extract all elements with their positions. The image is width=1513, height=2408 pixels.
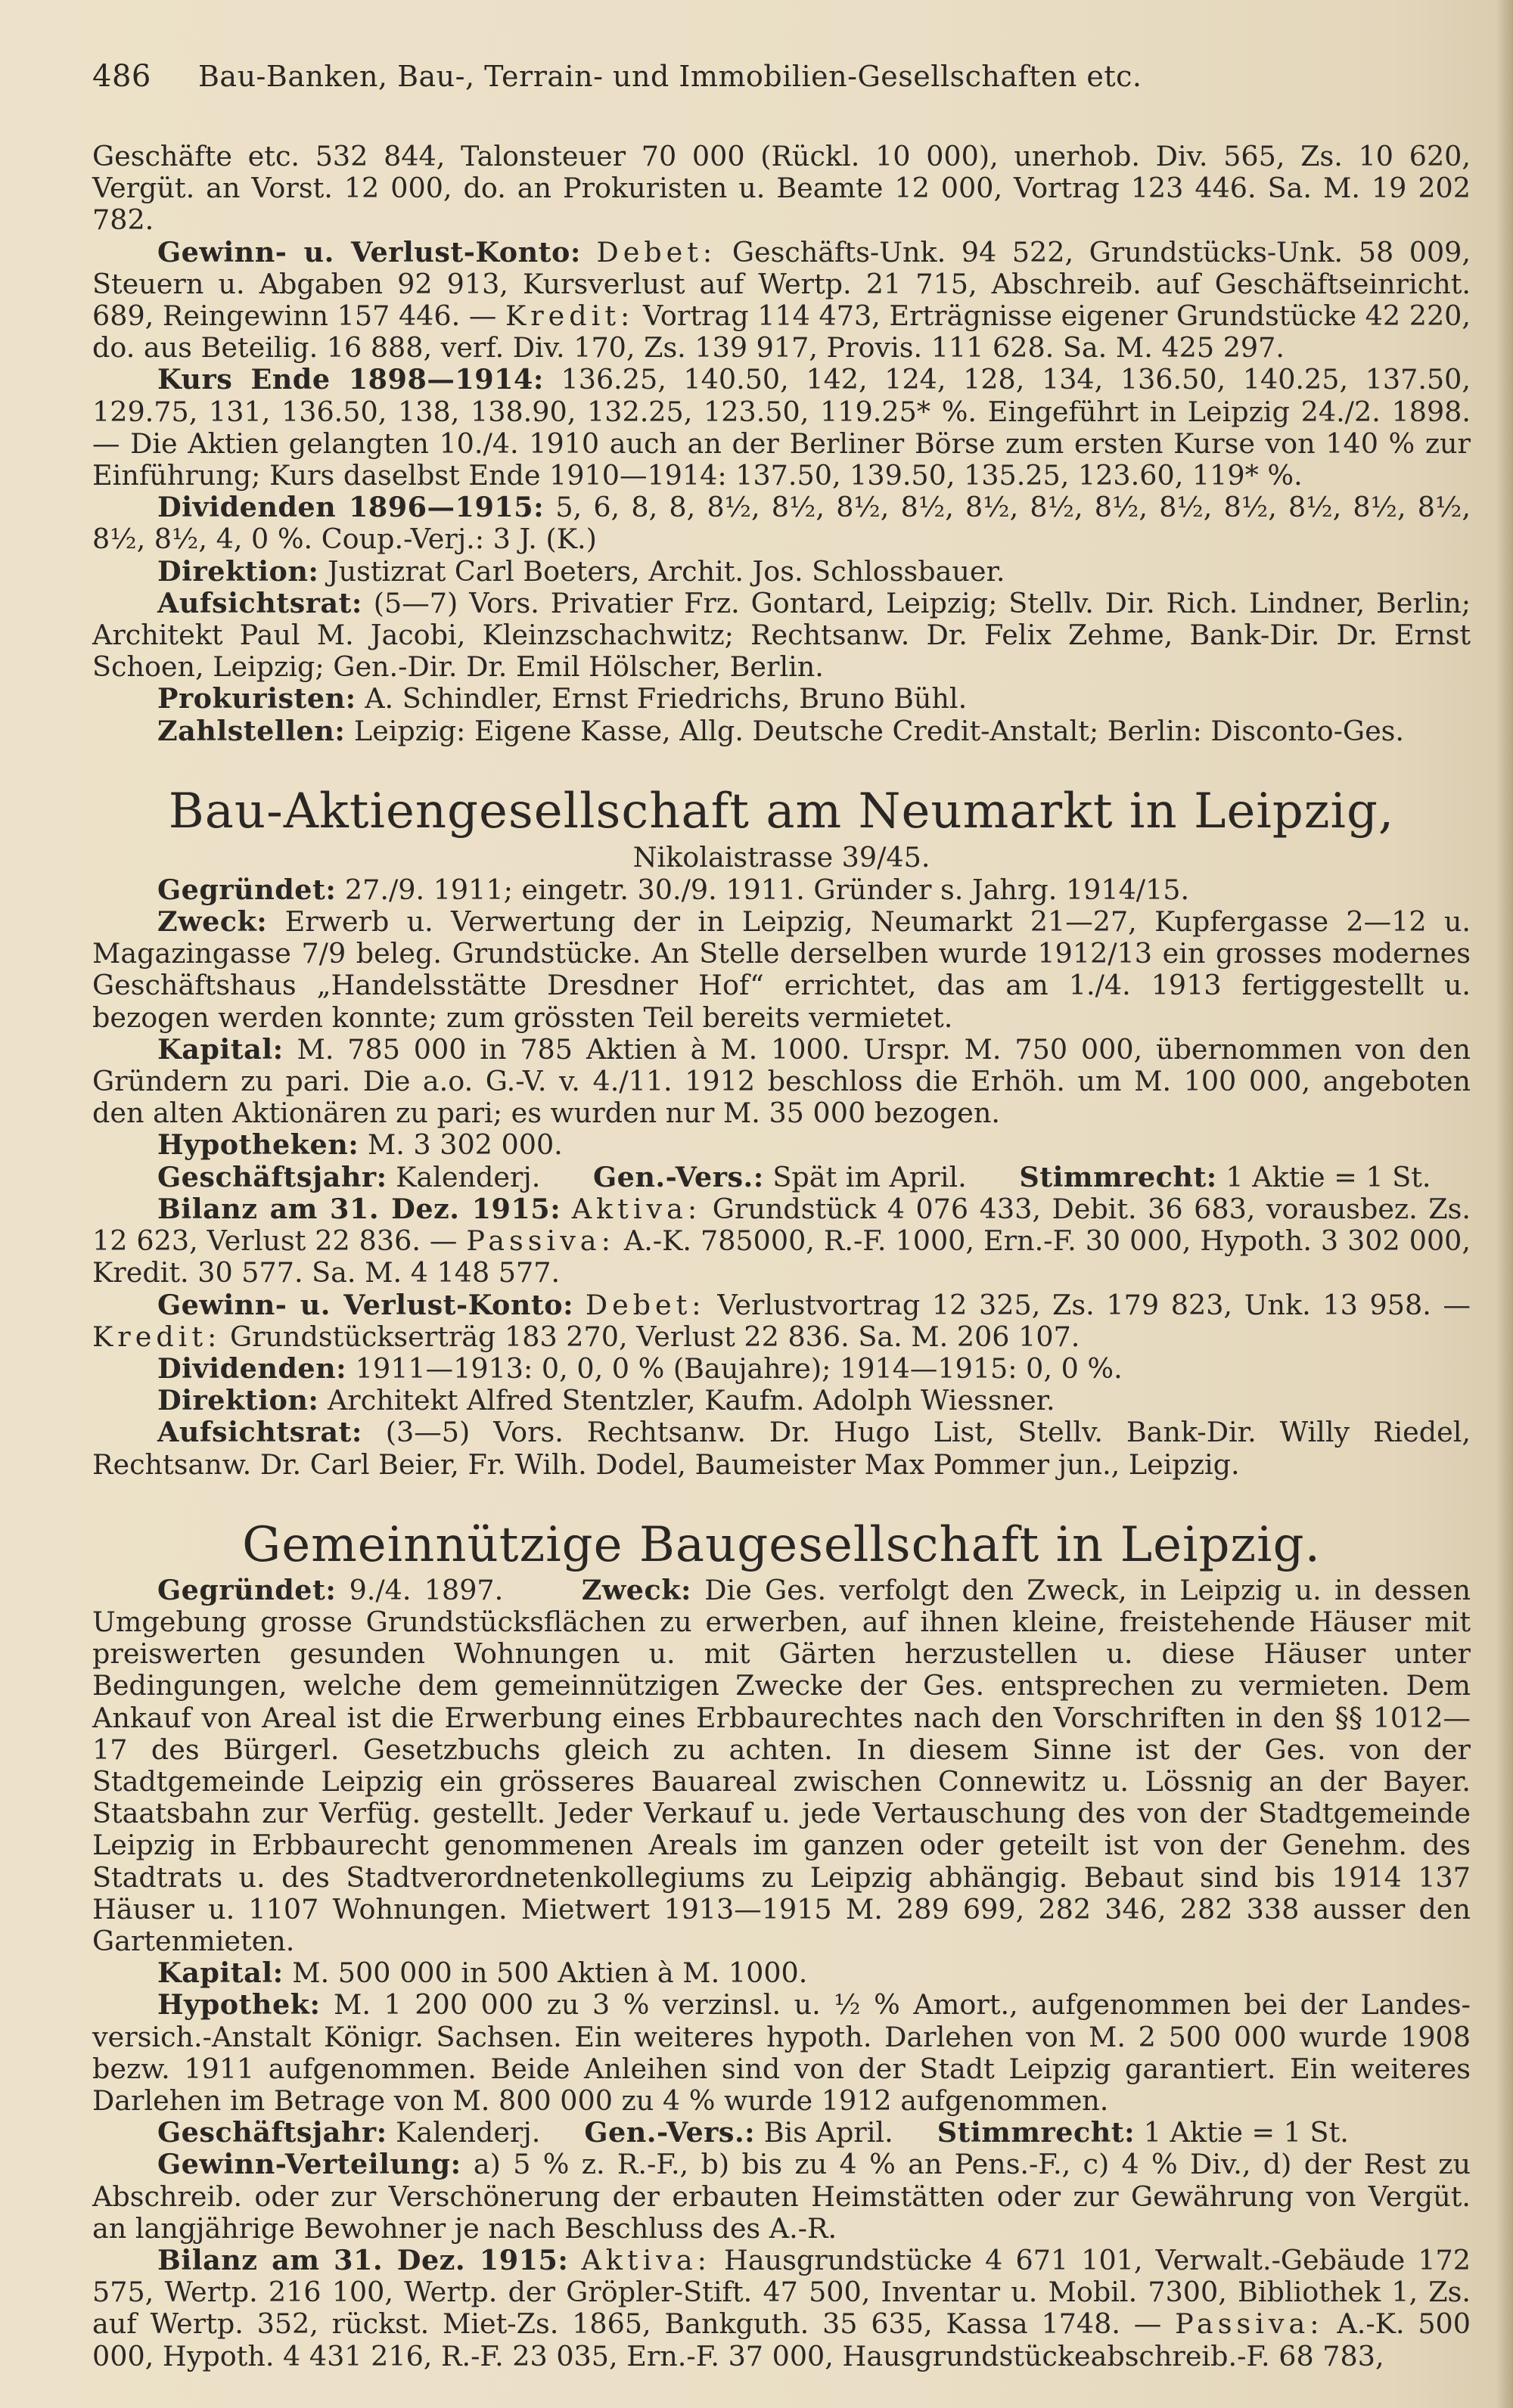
dividenden-text: 5, 6, 8, 8, 8½, 8½, 8½, 8½, 8½, 8½, 8½, 8½, 8½, 8½, 8½, 8½, 8½, 8½, 4, 0 %. Coup.-Verj.: 3 J. (K.): [92, 491, 1471, 556]
bilanz-aktiva-text: Grundstück 4 076 433, Debit. 36 683, vorausbez. Zs. 12 623, Verlust 22 836. —: [92, 1192, 1471, 1258]
direktion-text: Justizrat Carl Boeters, Archit. Jos. Schlossbauer.: [327, 554, 1005, 588]
dividenden-paragraph: [92, 1353, 1471, 1385]
hypothek-paragraph: [92, 1989, 1471, 2117]
gewinn-verlust-paragraph: [92, 1289, 1471, 1353]
stimmrecht-label: Stimmrecht:: [937, 2116, 1136, 2149]
zweck-paragraph: [92, 906, 1471, 1034]
kapital-paragraph: [92, 1957, 1471, 1989]
company-neumarkt: [92, 782, 1471, 1481]
gegruendet-zweck-paragraph: [92, 1575, 1471, 1957]
zahlstellen-paragraph: [92, 715, 1471, 747]
geschaeftsjahr-text: Kalenderj.: [396, 1160, 541, 1193]
kapital-text: M. 785 000 in 785 Aktien à M. 1000. Urspr. M. 750 000, übernommen von den Gründern zu pari. Die a.o. G.-V. v. 4./11. 1912 beschloss die Erhöh. um M. 100 000, angeboten den alten Aktionären zu pari; es wurden nur M. 35 000 bezogen.: [92, 1032, 1471, 1130]
dividenden-label: Dividenden 1896—1915:: [157, 491, 545, 524]
gegruendet-paragraph: [92, 874, 1471, 906]
geschaeftsjahr-line: [92, 2117, 1471, 2149]
zahlstellen-label: Zahlstellen:: [157, 714, 346, 747]
dividenden-text: 1911—1913: 0, 0, 0 % (Baujahre); 1914—1915: 0, 0 %.: [355, 1351, 1123, 1385]
running-header-title: Bau-Banken, Bau-, Terrain- und Immobilien-Gesellschaften etc.: [198, 60, 1142, 93]
geschaeftsjahr-text: Kalenderj.: [396, 2116, 541, 2149]
previous-company-continuation: [92, 141, 1471, 747]
bilanz-paragraph: [92, 2245, 1471, 2372]
passiva-label: Passiva:: [1175, 2307, 1324, 2341]
verteilung-label: Gewinn-Verteilung:: [157, 2148, 461, 2181]
kurs-paragraph: [92, 364, 1471, 492]
bilanz-label: Bilanz am 31. Dez. 1915:: [157, 2243, 569, 2276]
bilanz-passiva-text: A.-K. 500 000, Hypoth. 4 431 216, R.-F. 23 035, Ern.-F. 37 000, Hausgrundstückeabschreib.-F. 68 783,: [92, 2307, 1471, 2372]
zweck-label: Zweck:: [581, 1573, 692, 1606]
gewinn-kredit-text: Grundstückserträg 183 270, Verlust 22 836. Sa. M. 206 107.: [229, 1320, 1080, 1353]
aktiva-label: Aktiva:: [571, 1192, 702, 1225]
gegruendet-label: Gegründet:: [157, 873, 337, 906]
gewinn-text: Geschäfts-Unk. 94 522, Grundstücks-Unk. 58 009, Steuern u. Abgaben 92 913, Kursverlust auf Wertp. 21 715, Abschreib. auf Geschäftseinricht. 689, Reingewinn 157 446. —: [92, 235, 1471, 333]
prokuristen-label: Prokuristen:: [157, 682, 356, 715]
bilanz-aktiva-text: Hausgrundstücke 4 671 101, Verwalt.-Gebäude 172 575, Wertp. 216 100, Wertp. der Gröpler-Stift. 47 500, Inventar u. Mobil. 7300, Bibliothek 1, Zs. auf Wertp. 352, rückst. Miet-Zs. 1865, Bankguth. 35 635, Kassa 1748. —: [92, 2243, 1471, 2341]
prokuristen-text: A. Schindler, Ernst Friedrichs, Bruno Bühl.: [365, 682, 968, 715]
geschaeftsjahr-line: [92, 1162, 1471, 1193]
company-title: Bau-Aktiengesellschaft am Neumarkt in Leipzig,: [168, 783, 1395, 839]
hypotheken-label: Hypotheken:: [157, 1128, 359, 1162]
gewinn-label: Gewinn- u. Verlust-Konto:: [157, 235, 581, 268]
gegruendet-text: 27./9. 1911; eingetr. 30./9. 1911. Gründer s. Jahrg. 1914/15.: [344, 873, 1190, 906]
geschaeftsjahr-label: Geschäftsjahr:: [157, 2116, 387, 2149]
continuation-paragraph: Geschäfte etc. 532 844, Talonsteuer 70 000 (Rückl. 10 000), unerhob. Div. 565, Zs. 10 620, Vergüt. an Vorst. 12 000, do. an Prokuristen u. Beamte 12 000, Vortrag 123 446. Sa. M. 19 202 782.: [92, 140, 1471, 237]
direktion-paragraph: [92, 556, 1471, 588]
bilanz-label: Bilanz am 31. Dez. 1915:: [157, 1192, 561, 1225]
company-title: Gemeinnützige Baugesellschaft in Leipzig.: [242, 1516, 1321, 1573]
kapital-text: M. 500 000 in 500 Aktien à M. 1000.: [292, 1956, 808, 1990]
gewinn-label: Gewinn- u. Verlust-Konto:: [157, 1288, 574, 1321]
aufsichtsrat-text: (3—5) Vors. Rechtsanw. Dr. Hugo List, Stellv. Bank-Dir. Willy Riedel, Rechtsanw. Dr. Carl Beier, Fr. Wilh. Dodel, Baumeister Max Pommer jun., Leipzig.: [92, 1416, 1471, 1481]
aufsichtsrat-paragraph: [92, 1417, 1471, 1480]
genvers-label: Gen.-Vers.:: [592, 1160, 764, 1193]
gegruendet-text: 9./4. 1897.: [349, 1573, 504, 1606]
kredit-label: Kredit:: [505, 299, 635, 333]
hypotheken-paragraph: [92, 1129, 1471, 1161]
aufsichtsrat-label: Aufsichtsrat:: [157, 586, 362, 619]
kapital-label: Kapital:: [157, 1032, 284, 1066]
kredit-label: Kredit:: [92, 1320, 222, 1353]
hypothek-label: Hypothek:: [157, 1988, 321, 2022]
stimmrecht-label: Stimmrecht:: [1019, 1160, 1217, 1193]
aktiva-label: Aktiva:: [581, 2243, 711, 2276]
aufsichtsrat-label: Aufsichtsrat:: [157, 1416, 362, 1449]
kredit-text: Vortrag 114 473, Erträgnisse eigener Grundstücke 42 220, do. aus Beteilig. 16 888, verf. Div. 170, Zs. 139 917, Provis. 111 628. Sa. M. 425 297.: [92, 299, 1471, 365]
zweck-text: Die Ges. verfolgt den Zweck, in Leipzig u. in dessen Umgebung grosse Grundstücksflächen zu erwerben, auf ihnen kleine, freistehende Häuser mit preiswerten gesunden Wohnungen u. mit Gärten herzustellen u. diese Häuser unter Bedingungen, welche dem gemeinnützigen Zwecke der Ges. entsprechen zu vermieten. Dem Ankauf von Areal ist die Erwerbung eines Erbbaurechtes nach den Vorschriften in den §§ 1012—17 des Bürgerl. Gesetzbuchs gleich zu achten. In diesem Sinne ist der Ges. von der Stadtgemeinde Leipzig ein grösseres Bauareal zwischen Connewitz u. Lössnig an der Bayer. Staatsbahn zur Verfüg. gestellt. Jeder Verkauf u. jede Vertauschung des von der Stadtgemeinde Leipzig in Erbbaurecht genommenen Areals im ganzen oder geteilt ist von der Genehm. des Stadtrats u. des Stadtverordnetenkollegiums zu Leipzig abhängig. Bebaut sind bis 1914 137 Häuser u. 1107 Wohnungen. Mietwert 1913—1915 M. 289 699, 282 346, 282 338 ausser den Gartenmieten.: [92, 1573, 1471, 1957]
gewinn-debet-text: Verlustvortrag 12 325, Zs. 179 823, Unk. 13 958. —: [717, 1288, 1471, 1321]
direktion-label: Direktion:: [157, 554, 319, 588]
running-header: [92, 59, 1471, 112]
debet-label: Debet:: [585, 1288, 706, 1321]
kurs-text: 136.25, 140.50, 142, 124, 128, 134, 136.50, 140.25, 137.50, 129.75, 131, 136.50, 138, 138.90, 132.25, 123.50, 119.25* %. Eingeführt in Leipzig 24./2. 1898. — Die Aktien gelangten 10./4. 1910 auch an der Berliner Börse zum ersten Kurse von 140 % zur Einführung; Kurs daselbst Ende 1910—1914: 137.50, 139.50, 135.25, 123.60, 119* %.: [92, 363, 1471, 492]
stimmrecht-text: 1 Aktie = 1 St.: [1143, 2116, 1349, 2149]
hypotheken-text: M. 3 302 000.: [367, 1128, 563, 1162]
company-address: Nikolaistrasse 39/45.: [632, 840, 930, 874]
debet-label: Debet:: [596, 235, 717, 268]
stimmrecht-text: 1 Aktie = 1 St.: [1226, 1160, 1431, 1193]
bilanz-paragraph: [92, 1193, 1471, 1289]
zweck-label: Zweck:: [157, 905, 268, 939]
gewinn-verteilung-paragraph: [92, 2149, 1471, 2245]
page-edge-shadow: [1496, 0, 1513, 2408]
aufsichtsrat-text: (5—7) Vors. Privatier Frz. Gontard, Leipzig; Stellv. Dir. Rich. Lindner, Berlin; Architekt Paul M. Jacobi, Kleinzschachwitz; Rechtsanw. Dr. Felix Zehme, Bank-Dir. Dr. Ernst Schoen, Leipzig; Gen.-Dir. Dr. Emil Hölscher, Berlin.: [92, 586, 1471, 684]
gegruendet-label: Gegründet:: [157, 1573, 337, 1606]
company-gemeinnuetzige: [92, 1516, 1471, 2372]
verteilung-text: a) 5 % z. R.-F., b) bis zu 4 % an Pens.-F., c) 4 % Div., d) der Rest zu Abschreib. oder zur Verschönerung der erbauten Heimstätten oder zur Gewährung von Vergüt. an langjährige Bewohner je nach Beschluss des A.-R.: [92, 2148, 1471, 2245]
zahlstellen-text: Leipzig: Eigene Kasse, Allg. Deutsche Credit-Anstalt; Berlin: Disconto-Ges.: [353, 714, 1405, 747]
prokuristen-paragraph: [92, 683, 1471, 715]
geschaeftsjahr-label: Geschäftsjahr:: [157, 1160, 387, 1193]
gewinn-verlust-paragraph: [92, 237, 1471, 365]
kapital-label: Kapital:: [157, 1956, 284, 1990]
dividenden-label: Dividenden:: [157, 1351, 347, 1385]
genvers-text: Spät im April.: [772, 1160, 967, 1193]
bilanz-passiva-text: A.-K. 785000, R.-F. 1000, Ern.-F. 30 000, Hypoth. 3 302 000, Kredit. 30 577. Sa. M. 4 148 577.: [92, 1224, 1471, 1289]
direktion-paragraph: [92, 1385, 1471, 1417]
direktion-text: Architekt Alfred Stentzler, Kaufm. Adolph Wiessner.: [327, 1384, 1055, 1417]
kurs-label: Kurs Ende 1898—1914:: [157, 363, 544, 396]
passiva-label: Passiva:: [466, 1224, 615, 1258]
kapital-paragraph: [92, 1034, 1471, 1130]
dividenden-paragraph: [92, 492, 1471, 555]
zweck-text: Erwerb u. Verwertung der in Leipzig, Neumarkt 21—27, Kupfergasse 2—12 u. Magazingasse 7/9 beleg. Grundstücke. An Stelle derselben wurde 1912/13 ein grosses modernes Geschäftshaus „Handelsstätte Dresdner Hof“ errichtet, das am 1./4. 1913 fertiggestellt u. bezogen werden konnte; zum grössten Teil bereits vermietet.: [92, 905, 1471, 1034]
direktion-label: Direktion:: [157, 1384, 319, 1417]
page-number: 486: [92, 59, 151, 94]
genvers-label: Gen.-Vers.:: [584, 2116, 756, 2149]
aufsichtsrat-paragraph: [92, 588, 1471, 684]
hypothek-text: M. 1 200 000 zu 3 % verzinsl. u. ½ % Amort., aufgenommen bei der Landes-versich.-Anstalt Königr. Sachsen. Ein weiteres hypoth. Darlehen von M. 2 500 000 wurde 1908 bezw. 1911 aufgenommen. Beide Anleihen sind von der Stadt Leipzig garantiert. Ein weiteres Darlehen im Betrage von M. 800 000 zu 4 % wurde 1912 aufgenommen.: [92, 1988, 1471, 2117]
genvers-text: Bis April.: [763, 2116, 893, 2149]
